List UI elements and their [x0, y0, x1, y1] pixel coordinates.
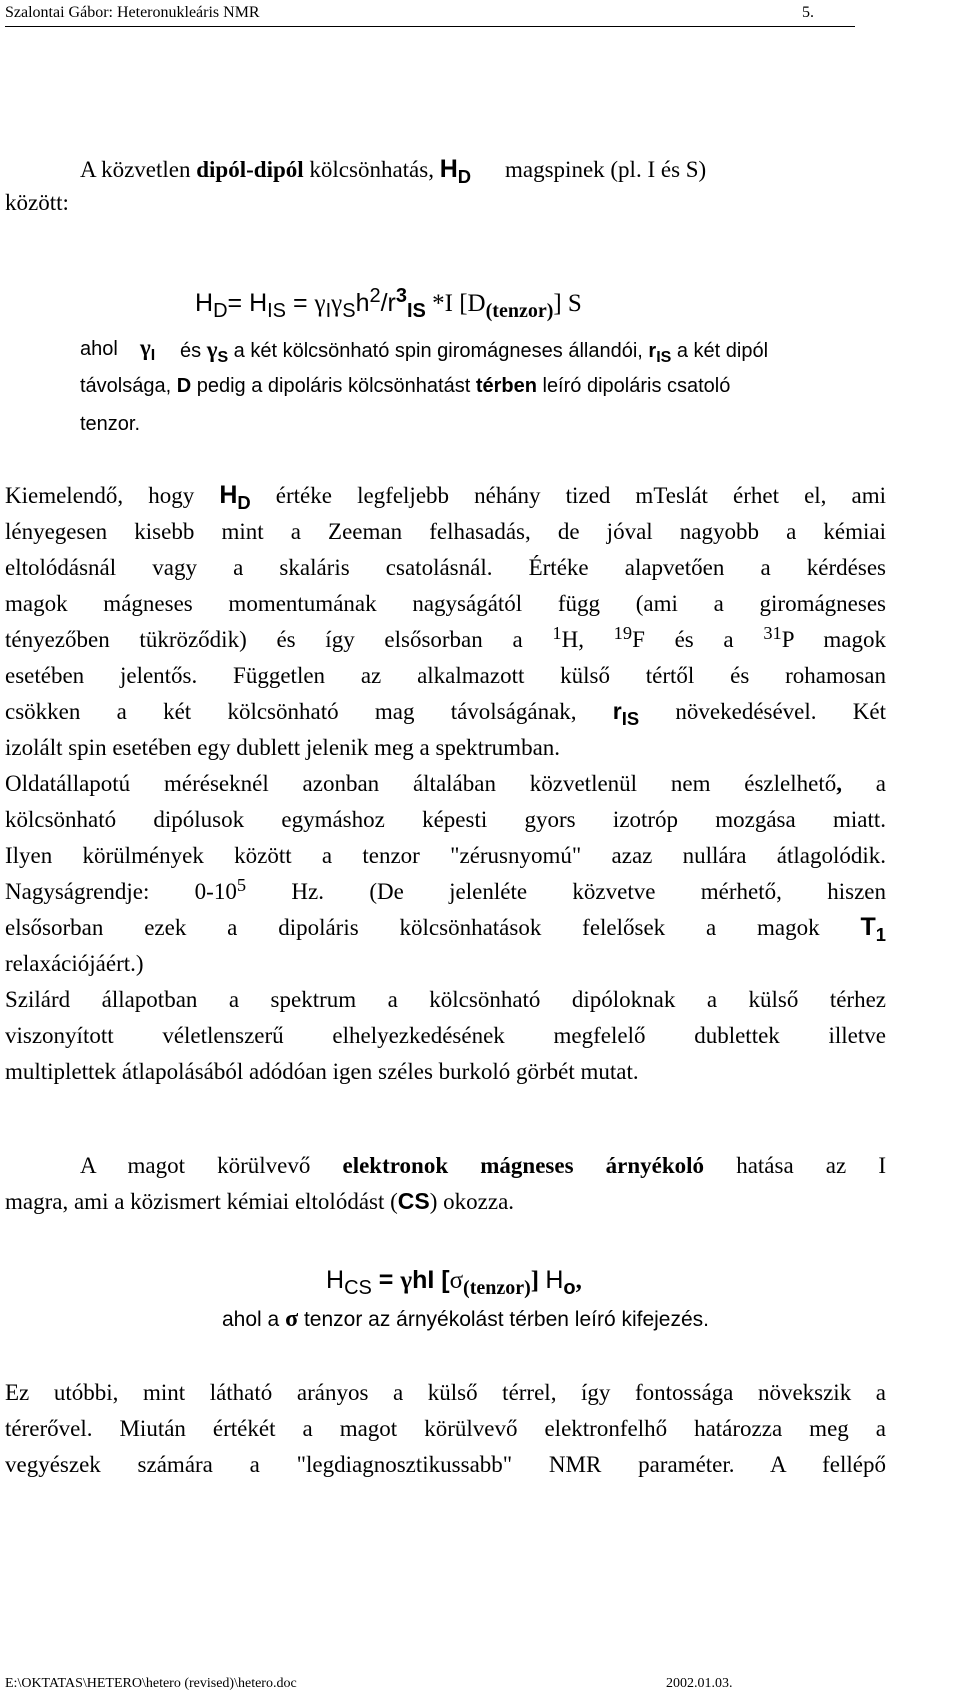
p1-line-2: távolsága, D pedig a dipoláris kölcsönhatást térben leíró dipoláris csatoló — [80, 375, 731, 397]
p3-line-2: kölcsönható dipólusok egymáshoz képesti gyors izotróp mozgása miatt. — [5, 807, 886, 832]
p3-line-6: relaxációjáért.) — [5, 951, 144, 976]
p1-line-1: ahol — [80, 338, 118, 360]
p1-line-1b: és $\gamma_S$ a két kölcsönható spin giromágneses állandói, $r_{IS}$ a két dipól — [180, 337, 769, 366]
p5-line-1: A magot körülvevő elektronok mágneses árnyékoló hatása az I — [80, 1153, 887, 1178]
page-header — [5, 2, 855, 27]
p3-line-5: elsősorban ezek a dipoláris kölcsönhatások felelősek a magok $T_1$ — [5, 913, 886, 945]
p2-line-5: tényezőben tükröződik) és így elsősorban a $^1$H, $^{19}$F és a $^{31}$P magok — [5, 622, 886, 652]
p3-line-4: Nagyságrendje: $0-10^5$ Hz. (De jelenléte közvetve mérhető, hiszen — [5, 874, 886, 904]
formula-2-explanation: ahol a σ tenzor az árnyékolást térben leíró kifejezés. — [222, 1306, 709, 1332]
page-footer — [5, 1676, 855, 1696]
p2-line-8: izolált spin esetében egy dublett jelenik meg a spektrumban. — [5, 735, 561, 760]
p2-line-6: esetében jelentős. Független az alkalmazott külső tértől és rohamosan — [5, 663, 886, 688]
p3-line-3: Ilyen körülmények között a tenzor "zérusnyomú" azaz nullára átlagolódik. — [5, 843, 886, 868]
p1-line-3: tenzor. — [80, 413, 141, 435]
gamma-i-symbol: $\gamma_I$ — [140, 335, 156, 364]
intro-line: A közvetlen dipól-dipól kölcsönhatás, $H_D$ — [80, 155, 472, 187]
p4-line-2: viszonyított véletlenszerű elhelyezkedésének megfelelő dublettek illetve — [5, 1023, 886, 1048]
p6-line-3: vegyészek számára a "legdiagnosztikussabb" NMR paraméter. A fellépő — [5, 1452, 886, 1477]
p3-line-1: Oldatállapotú méréseknél azonban általában közvetlenül nem észlelhető, a — [5, 771, 886, 796]
footer-date: 2002.01.03. — [666, 1676, 733, 1691]
p2-line-7: csökken a két kölcsönható mag távolságának, $r_{IS}$ növekedésével. Két — [5, 698, 886, 729]
intro-line-end: magspinek (pl. I és S) — [505, 157, 707, 182]
p5-line-2: magra, ami a közismert kémiai eltolódást (CS) okozza. — [5, 1188, 515, 1214]
chemical-shift-formula: $H_{CS} = \gamma hI$ $[\sigma_{(tenzor)}]$ $H_o$, — [326, 1266, 582, 1299]
p2-line-3: eltolódásnál vagy a skaláris csatolásnál. Értéke alapvetően a kérdéses — [5, 555, 886, 580]
footer-path: E:\OKTATAS\HETERO\hetero (revised)\hetero.doc — [5, 1676, 297, 1691]
p6-line-1: Ez utóbbi, mint látható arányos a külső térrel, így fontossága növekszik a — [5, 1380, 886, 1405]
p6-line-2: térerővel. Miután értékét a magot körülvevő elektronfelhő határozza meg a — [5, 1416, 886, 1441]
header-title: Szalontai Gábor: Heteronukleáris NMR — [5, 4, 260, 21]
page-number: 5. — [802, 4, 814, 21]
p2-line-1: Kiemelendő, hogy $H_D$ értéke legfeljebb néhány tized mTeslát érhet el, ami — [5, 481, 887, 513]
p4-line-3: multiplettek átlapolásából adódóan igen széles burkoló görbét mutat. — [5, 1059, 639, 1084]
intro-line-2: között: — [5, 190, 69, 215]
p2-line-2: lényegesen kisebb mint a Zeeman felhasadás, de jóval nagyobb a kémiai — [5, 519, 886, 544]
p2-line-4: magok mágneses momentumának nagyságától függ (ami a giromágneses — [5, 591, 886, 616]
p4-line-1: Szilárd állapotban a spektrum a kölcsönható dipóloknak a külső térhez — [5, 987, 886, 1012]
dipolar-hamiltonian-formula: $H_D= H_{IS} = \gamma_I\gamma_Sh^2/r^3_{IS}$ *I $[D_{(tenzor)}]$ S — [195, 285, 582, 322]
